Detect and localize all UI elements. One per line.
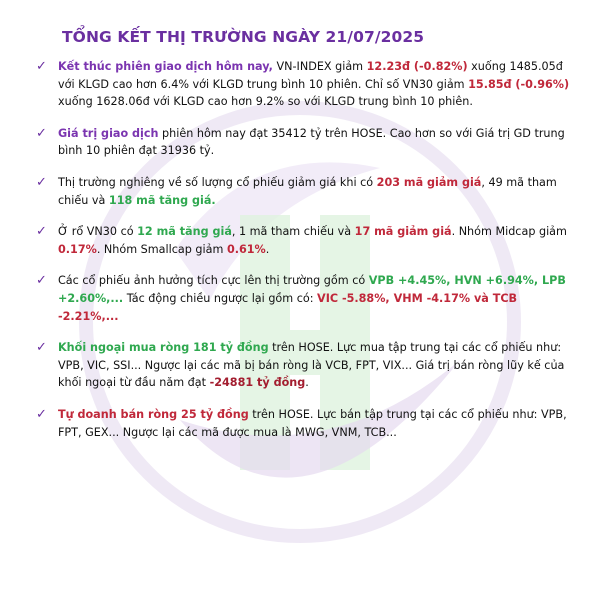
summary-text: Thị trường nghiêng về số lượng cổ phiếu giảm giá khi có xyxy=(58,175,377,189)
summary-text: 0.17% xyxy=(58,242,97,256)
summary-list xyxy=(36,58,580,441)
summary-text: VPB +4.45%, HVN +6.94%, LPB +2.60%,... xyxy=(58,274,566,305)
summary-text: , 49 mã tham chiếu và xyxy=(58,175,557,207)
summary-text: xuống 1628.06đ với KLGD cao hơn 9.2% so với KLGD trung bình 10 phiên. xyxy=(58,95,473,109)
summary-text: . xyxy=(305,376,309,390)
summary-text: 12.23đ (-0.82%) xyxy=(366,60,468,73)
summary-text: . xyxy=(265,242,270,256)
summary-item xyxy=(36,406,580,441)
summary-item xyxy=(36,125,580,160)
summary-text: Các cổ phiếu ảnh hưởng tích cực lên thị trường gồm có xyxy=(58,274,369,288)
summary-item xyxy=(36,174,580,209)
summary-text: VIC -5.88%, VHM -4.17% và TCB -2.21%,... xyxy=(58,291,518,323)
summary-text: Ở rổ VN30 có xyxy=(58,225,138,239)
summary-text: Khối ngoại mua ròng 181 tỷ đồng xyxy=(58,341,269,355)
summary-text: Tự doanh bán ròng 25 tỷ đồng xyxy=(58,407,249,421)
summary-text: trên HOSE. Lực mua tập trung tại các cổ phiếu như: VPB, VIC, SSI... Ngược lại các mã bị bán ròng là VCB, FPT, VIX... Giá trị bán ròng lũy kế của khối ngoại từ đầu năm đạt xyxy=(58,341,565,390)
summary-text: . Nhóm Midcap giảm xyxy=(451,225,567,239)
summary-item xyxy=(36,223,580,258)
summary-text: Giá trị giao dịch xyxy=(58,126,159,140)
check-icon: ✓ xyxy=(36,224,47,240)
summary-text: VN-INDEX giảm xyxy=(272,60,367,73)
check-icon: ✓ xyxy=(36,174,47,190)
summary-text: trên HOSE. Lực bán tập trung tại các cổ phiếu như: VPB, FPT, GEX... Ngược lại các mã được mua là MWG, VNM, TCB... xyxy=(58,407,567,439)
summary-text: 118 mã tăng giá. xyxy=(108,193,216,207)
check-icon: ✓ xyxy=(36,59,47,74)
summary-item xyxy=(36,339,580,392)
summary-text: 15.85đ (-0.96%) xyxy=(468,77,570,91)
check-icon: ✓ xyxy=(36,273,47,289)
page-title: TỔNG KẾT THỊ TRƯỜNG NGÀY 21/07/2025 xyxy=(62,28,425,46)
check-icon: ✓ xyxy=(36,340,47,356)
check-icon: ✓ xyxy=(36,406,47,422)
summary-text: -24881 tỷ đồng xyxy=(209,376,306,390)
summary-text: 12 mã tăng giá xyxy=(137,225,232,239)
summary-text: . Nhóm Smallcap giảm xyxy=(96,242,227,256)
summary-item xyxy=(36,58,580,111)
summary-text: , 1 mã tham chiếu và xyxy=(231,225,355,239)
summary-text: xuống 1485.05đ với KLGD cao hơn 6.4% với KLGD trung bình 10 phiên. Chỉ số VN30 giảm xyxy=(58,60,563,91)
check-icon: ✓ xyxy=(36,125,47,141)
summary-text: 17 mã giảm giá xyxy=(354,225,452,239)
summary-text: phiên hôm nay đạt 35412 tỷ trên HOSE. Cao hơn so với Giá trị GD trung bình 10 phiên đạt 31936 tỷ. xyxy=(58,126,565,158)
summary-item xyxy=(36,272,580,325)
summary-text: 203 mã giảm giá xyxy=(376,175,482,189)
summary-text: Kết thúc phiên giao dịch hôm nay, xyxy=(58,60,273,73)
summary-text: 0.61% xyxy=(226,242,266,256)
summary-text: Tác động chiều ngược lại gồm có: xyxy=(123,291,318,305)
